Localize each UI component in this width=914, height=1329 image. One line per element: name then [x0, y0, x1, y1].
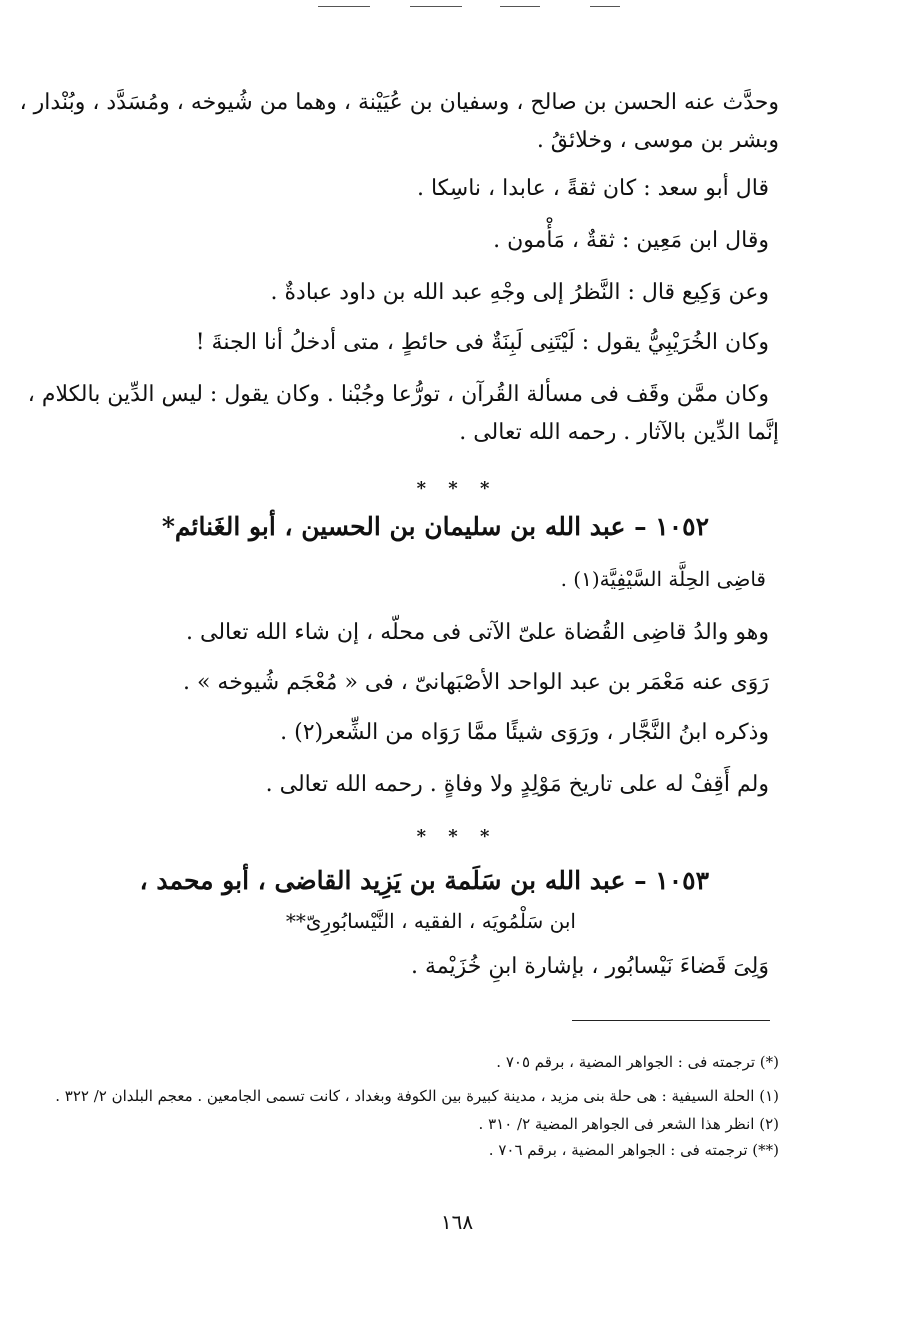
entry-subtitle: قاضِى الحِلَّة السَّيْفِيَّة(١) .	[560, 567, 766, 591]
paragraph-line: وهو والدُ قاضِى القُضاة علىّ الآتى فى محلّه ، إن شاء الله تعالى .	[186, 620, 769, 645]
entry-subtitle: ابن سَلْمُويَه ، الفقيه ، النَّيْسابُورِىّ**	[285, 909, 576, 933]
paragraph-line: وكان ممَّن وقَف فى مسألة القُرآن ، تورُّعا وجُبْنا . وكان يقول : ليس الدِّين بالكلام ،	[27, 382, 769, 407]
paragraph-line: وذكره ابنُ النَّجَّار ، ورَوَى شيئًا ممَّا رَوَاه من الشِّعر(٢) .	[280, 720, 769, 745]
paragraph-line: وعن وَكِيع قال : النَّظرُ إلى وجْهِ عبد الله بن داود عبادةٌ .	[270, 280, 769, 305]
section-separator: * * *	[416, 826, 498, 847]
paragraph-line: وبشر بن موسى ، وخلائقُ .	[536, 128, 779, 153]
page-number: ١٦٨	[440, 1210, 474, 1234]
footnote: (**) ترجمته فى : الجواهر المضية ، برقم ٧٠٦ .	[488, 1141, 779, 1159]
footnote: (١) الحلة السيفية : هى حلة بنى مزيد ، مدينة كبيرة بين الكوفة وبغداد ، كانت تسمى الجامعين . معجم البلدان ٢/ ٣٢٢ .	[55, 1087, 779, 1105]
footnote-divider	[572, 1020, 770, 1021]
paragraph-line: وقال ابن مَعِين : ثقةٌ ، مَأْمون .	[493, 228, 769, 253]
footnote: (٢) انظر هذا الشعر فى الجواهر المضية ٢/ ٣١٠ .	[478, 1115, 779, 1133]
entry-title: ١٠٥٣ – عبد الله بن سَلَمة بن يَزِيد القاضى ، أبو محمد ،	[139, 866, 709, 895]
paragraph-line: وكان الخُرَيْبِيُّ يقول : لَيْتَنِى لَبِنَةٌ فى حائطٍ ، متى أدخلُ أنا الجنةَ !	[195, 330, 769, 355]
paragraph-line: رَوَى عنه مَعْمَر بن عبد الواحد الأصْبَهانىّ ، فى « مُعْجَم شُيوخه » .	[182, 670, 769, 695]
footnote: (*) ترجمته فى : الجواهر المضية ، برقم ٧٠٥ .	[496, 1053, 779, 1071]
paragraph-line: إنَّما الدِّين بالآثار . رحمه الله تعالى .	[459, 420, 779, 445]
entry-title: ١٠٥٢ – عبد الله بن سليمان بن الحسين ، أبو الغَنائم*	[161, 512, 709, 541]
section-separator: * * *	[416, 478, 498, 499]
paragraph-line: ولم أَقِفْ له على تاريخ مَوْلِدٍ ولا وفاةٍ . رحمه الله تعالى .	[265, 772, 769, 797]
paragraph-line: قال أبو سعد : كان ثقةً ، عابدا ، ناسِكا .	[416, 176, 769, 201]
paragraph-line: وَلِىَ قَضاءَ نَيْسابُور ، بإشارة ابنِ خُزَيْمة .	[410, 954, 769, 979]
paragraph-line: وحدَّث عنه الحسن بن صالح ، وسفيان بن عُيَيْنة ، وهما من شُيوخه ، ومُسَدَّد ، وبُنْدار ،	[19, 90, 779, 115]
